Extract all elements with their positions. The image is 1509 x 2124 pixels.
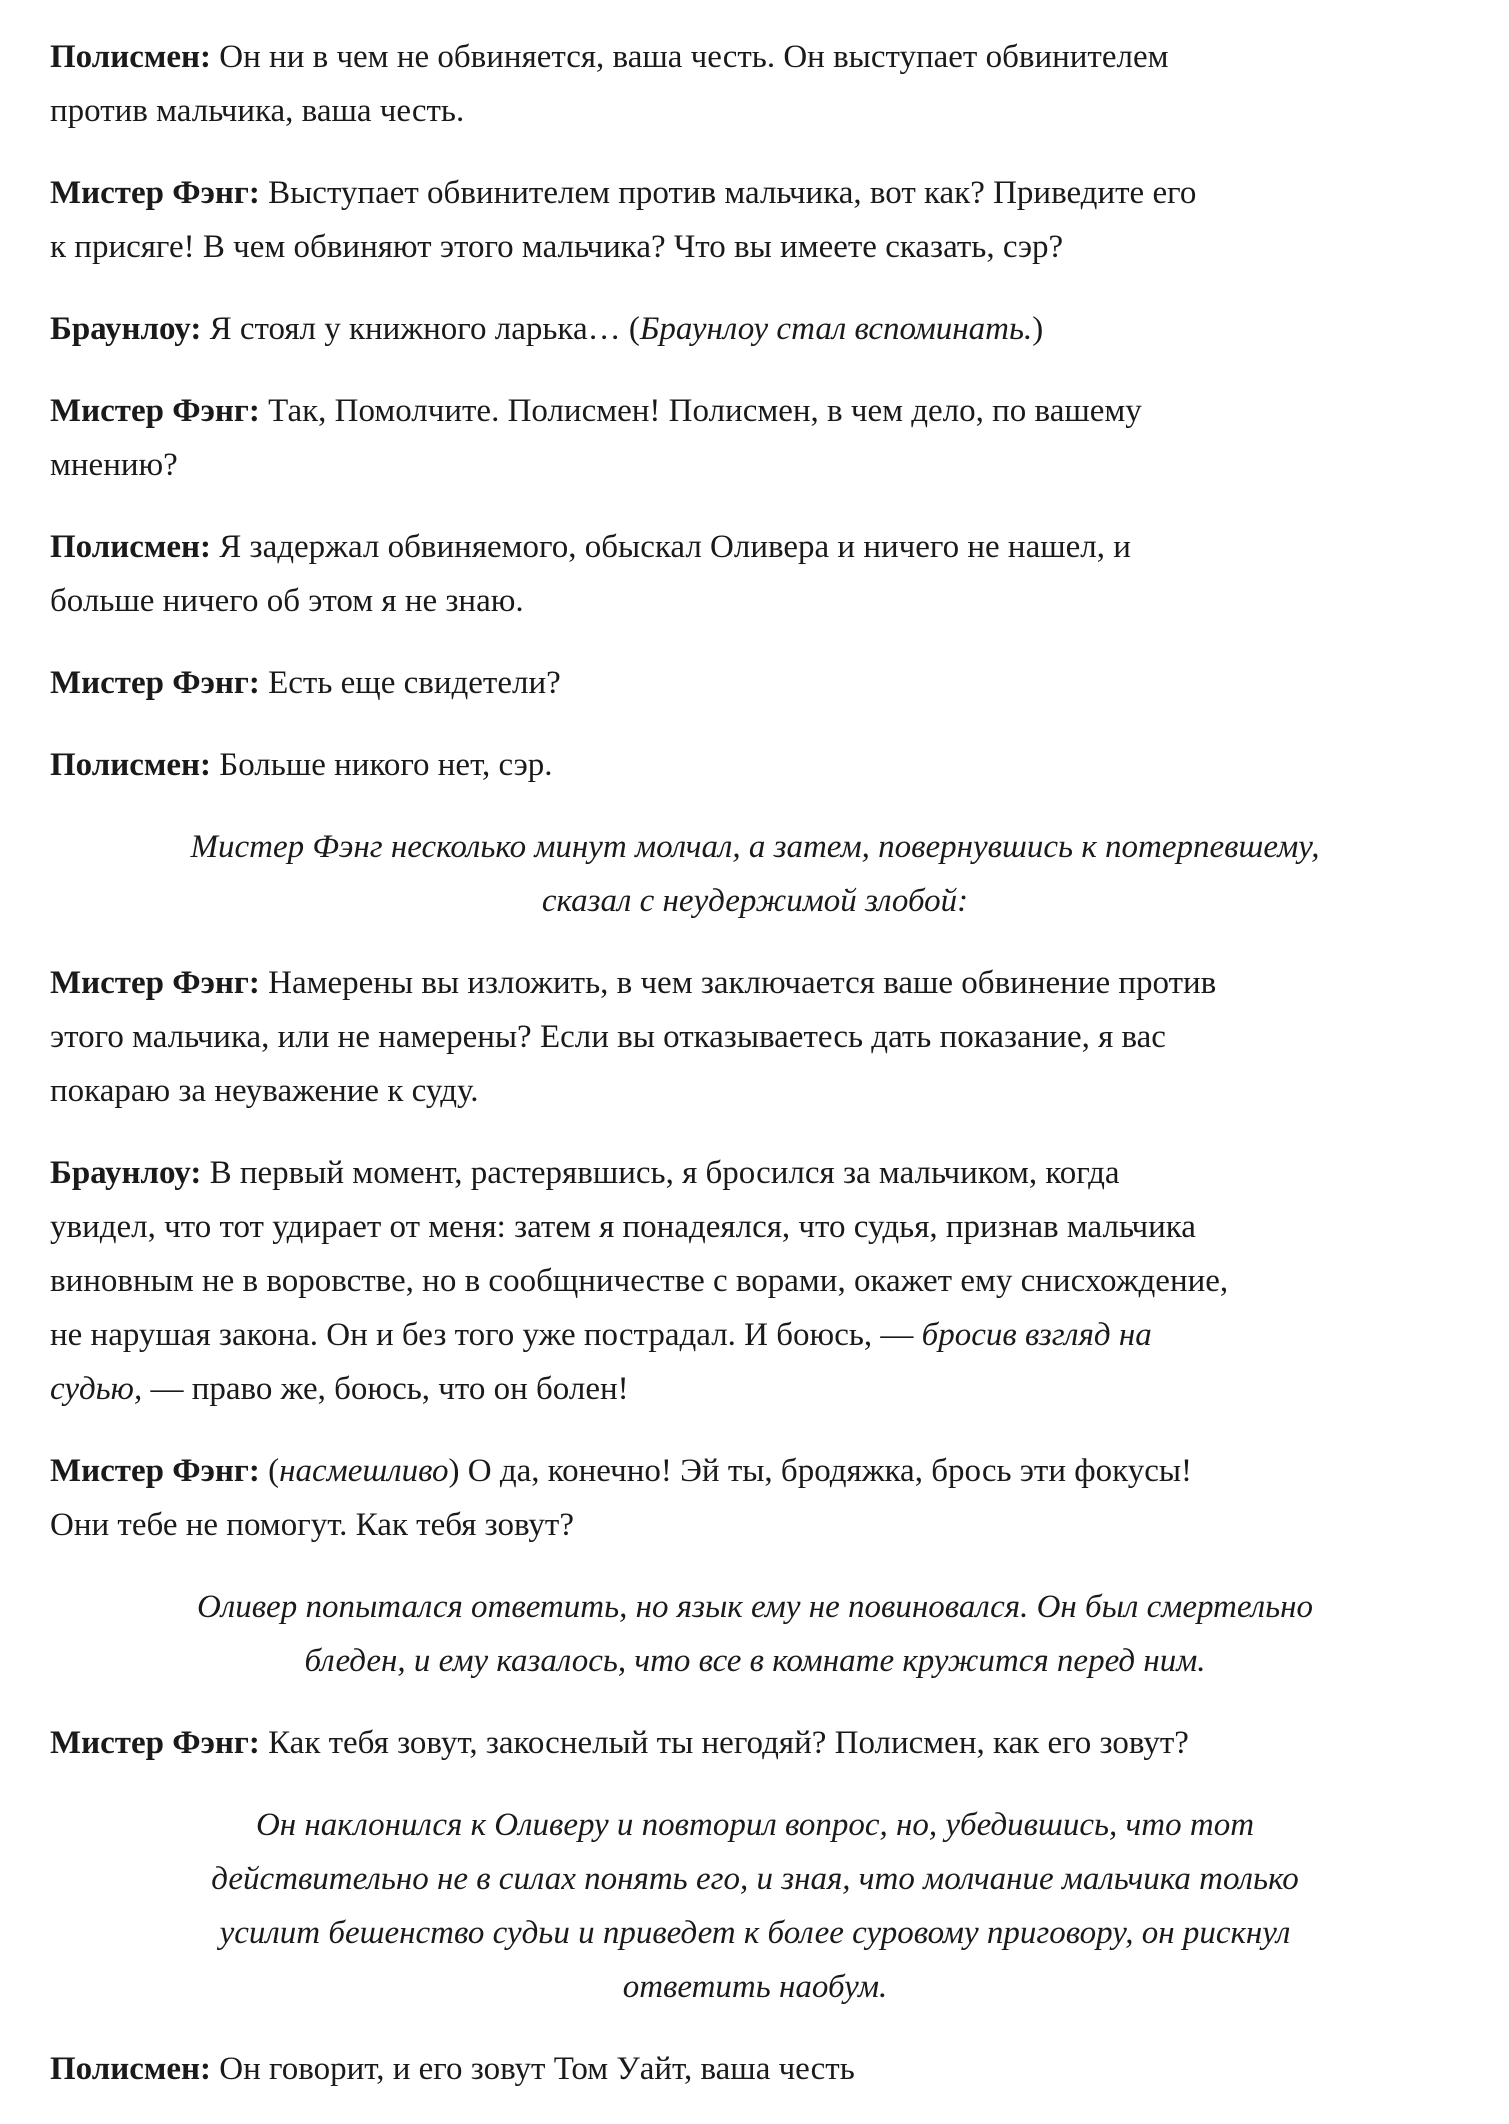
dialogue-text: Выступает обвинителем против мальчика, вот как? Приведите его — [259, 175, 1197, 211]
dialogue-paragraph — [50, 30, 1460, 138]
dialogue-paragraph — [50, 1146, 1460, 1416]
dialogue-text: этого мальчика, или не намерены? Если вы отказываетесь дать показание, я вас — [50, 1019, 1166, 1055]
dialogue-text: Намерены вы изложить, в чем заключается ваше обвинение против — [259, 965, 1217, 1001]
stage-direction: Браунлоу стал вспоминать. — [639, 311, 1033, 347]
dialogue-text: Он говорит, и его зовут Том Уайт, ваша честь — [211, 2051, 855, 2087]
speaker-name: Браунлоу: — [50, 311, 202, 347]
dialogue-paragraph — [50, 956, 1460, 1118]
narration-line: усилит бешенство судьи и приведет к более суровому приговору, он рискнул — [219, 1915, 1291, 1951]
dialogue-paragraph — [50, 520, 1460, 628]
dialogue-text: виновным не в воровстве, но в сообщничестве с ворами, окажет ему снисхождение, — [50, 1263, 1229, 1299]
speaker-name: Мистер Фэнг: — [50, 965, 260, 1001]
narration-line: сказал с неудержимой злобой: — [541, 883, 969, 919]
speaker-name: Полисмен: — [50, 2051, 212, 2087]
dialogue-paragraph — [50, 1444, 1460, 1552]
text-line — [50, 1146, 1460, 1200]
dialogue-paragraph — [50, 2042, 1460, 2096]
narration-paragraph — [50, 820, 1460, 928]
dialogue-text: увидел, что тот удирает от меня: затем я понадеялся, что судья, признав мальчика — [50, 1209, 1196, 1245]
dialogue-text: ) О да, конечно! Эй ты, бродяжка, брось эти фокусы! — [448, 1453, 1193, 1489]
text-line — [50, 220, 1460, 274]
text-line — [50, 656, 1460, 710]
dialogue-text: Больше никого нет, сэр. — [211, 747, 553, 783]
text-line — [50, 1362, 1460, 1416]
dialogue-text: В первый момент, растерявшись, я бросился за мальчиком, когда — [201, 1155, 1120, 1191]
dialogue-text: ( — [259, 1453, 280, 1489]
text-line — [50, 1010, 1460, 1064]
dialogue-text: Я задержал обвиняемого, обыскал Оливера и ничего не нашел, и — [211, 529, 1131, 565]
speaker-name: Полисмен: — [50, 747, 212, 783]
speaker-name: Мистер Фэнг: — [50, 665, 260, 701]
speaker-name: Мистер Фэнг: — [50, 393, 260, 429]
narration-paragraph — [50, 1798, 1460, 2014]
dialogue-text: не нарушая закона. Он и без того уже пострадал. И боюсь, — — [50, 1317, 922, 1353]
narration-line: действительно не в силах понять его, и зная, что молчание мальчика только — [211, 1861, 1299, 1897]
dialogue-paragraph — [50, 302, 1460, 356]
stage-direction: бросив взгляд на — [921, 1317, 1152, 1353]
narration-line: Оливер попытался ответить, но язык ему не повиновался. Он был смертельно — [197, 1589, 1313, 1625]
dialogue-paragraph — [50, 656, 1460, 710]
text-line — [50, 1716, 1460, 1770]
text-line — [50, 84, 1460, 138]
dialogue-text: Так, Помолчите. Полисмен! Полисмен, в чем дело, по вашему — [259, 393, 1142, 429]
dialogue-text: к присяге! В чем обвиняют этого мальчика? Что вы имеете сказать, сэр? — [50, 229, 1064, 265]
dialogue-text: больше ничего об этом я не знаю. — [50, 583, 524, 619]
dialogue-paragraph — [50, 1716, 1460, 1770]
narration-line: бледен, и ему казалось, что все в комнате кружится перед ним. — [304, 1643, 1206, 1679]
text-line — [50, 956, 1460, 1010]
dialogue-text: Я стоял у книжного ларька… ( — [201, 311, 640, 347]
text-line — [50, 384, 1460, 438]
dialogue-paragraph — [50, 384, 1460, 492]
speaker-name: Мистер Фэнг: — [50, 1725, 260, 1761]
speaker-name: Полисмен: — [50, 529, 212, 565]
dialogue-text: — право же, боюсь, что он болен! — [142, 1371, 629, 1407]
speaker-name: Браунлоу: — [50, 1155, 202, 1191]
dialogue-text: ) — [1032, 311, 1044, 347]
narration-line: Он наклонился к Оливеру и повторил вопрос, но, убедившись, что тот — [255, 1807, 1255, 1843]
speaker-name: Мистер Фэнг: — [50, 1453, 260, 1489]
dialogue-paragraph — [50, 738, 1460, 792]
text-line — [50, 1498, 1460, 1552]
dialogue-text: Есть еще свидетели? — [259, 665, 561, 701]
dialogue-text: Как тебя зовут, закоснелый ты негодяй? Полисмен, как его зовут? — [259, 1725, 1189, 1761]
dialogue-text: против мальчика, ваша честь. — [50, 93, 465, 129]
stage-direction: судью, — [50, 1371, 143, 1407]
document-page — [50, 30, 1460, 2124]
dialogue-text: Он ни в чем не обвиняется, ваша честь. Он выступает обвинителем — [211, 39, 1169, 75]
text-line — [50, 2042, 1460, 2096]
dialogue-paragraph — [50, 166, 1460, 274]
text-line — [50, 1444, 1460, 1498]
text-line — [50, 1064, 1460, 1118]
text-line — [50, 30, 1460, 84]
speaker-name: Мистер Фэнг: — [50, 175, 260, 211]
speaker-name: Полисмен: — [50, 39, 212, 75]
dialogue-text: Они тебе не помогут. Как тебя зовут? — [50, 1507, 575, 1543]
text-line — [50, 1308, 1460, 1362]
text-line — [50, 574, 1460, 628]
text-line — [50, 1254, 1460, 1308]
text-line — [50, 520, 1460, 574]
text-line — [50, 302, 1460, 356]
narration-paragraph — [50, 1580, 1460, 1688]
text-line — [50, 1200, 1460, 1254]
text-line — [50, 738, 1460, 792]
text-line — [50, 166, 1460, 220]
dialogue-text: мнению? — [50, 447, 178, 483]
stage-direction: насмешливо — [279, 1453, 449, 1489]
narration-line: Мистер Фэнг несколько минут молчал, а затем, повернувшись к потерпевшему, — [190, 829, 1320, 865]
narration-line: ответить наобум. — [622, 1969, 888, 2005]
dialogue-text: покараю за неуважение к суду. — [50, 1073, 479, 1109]
text-line — [50, 438, 1460, 492]
